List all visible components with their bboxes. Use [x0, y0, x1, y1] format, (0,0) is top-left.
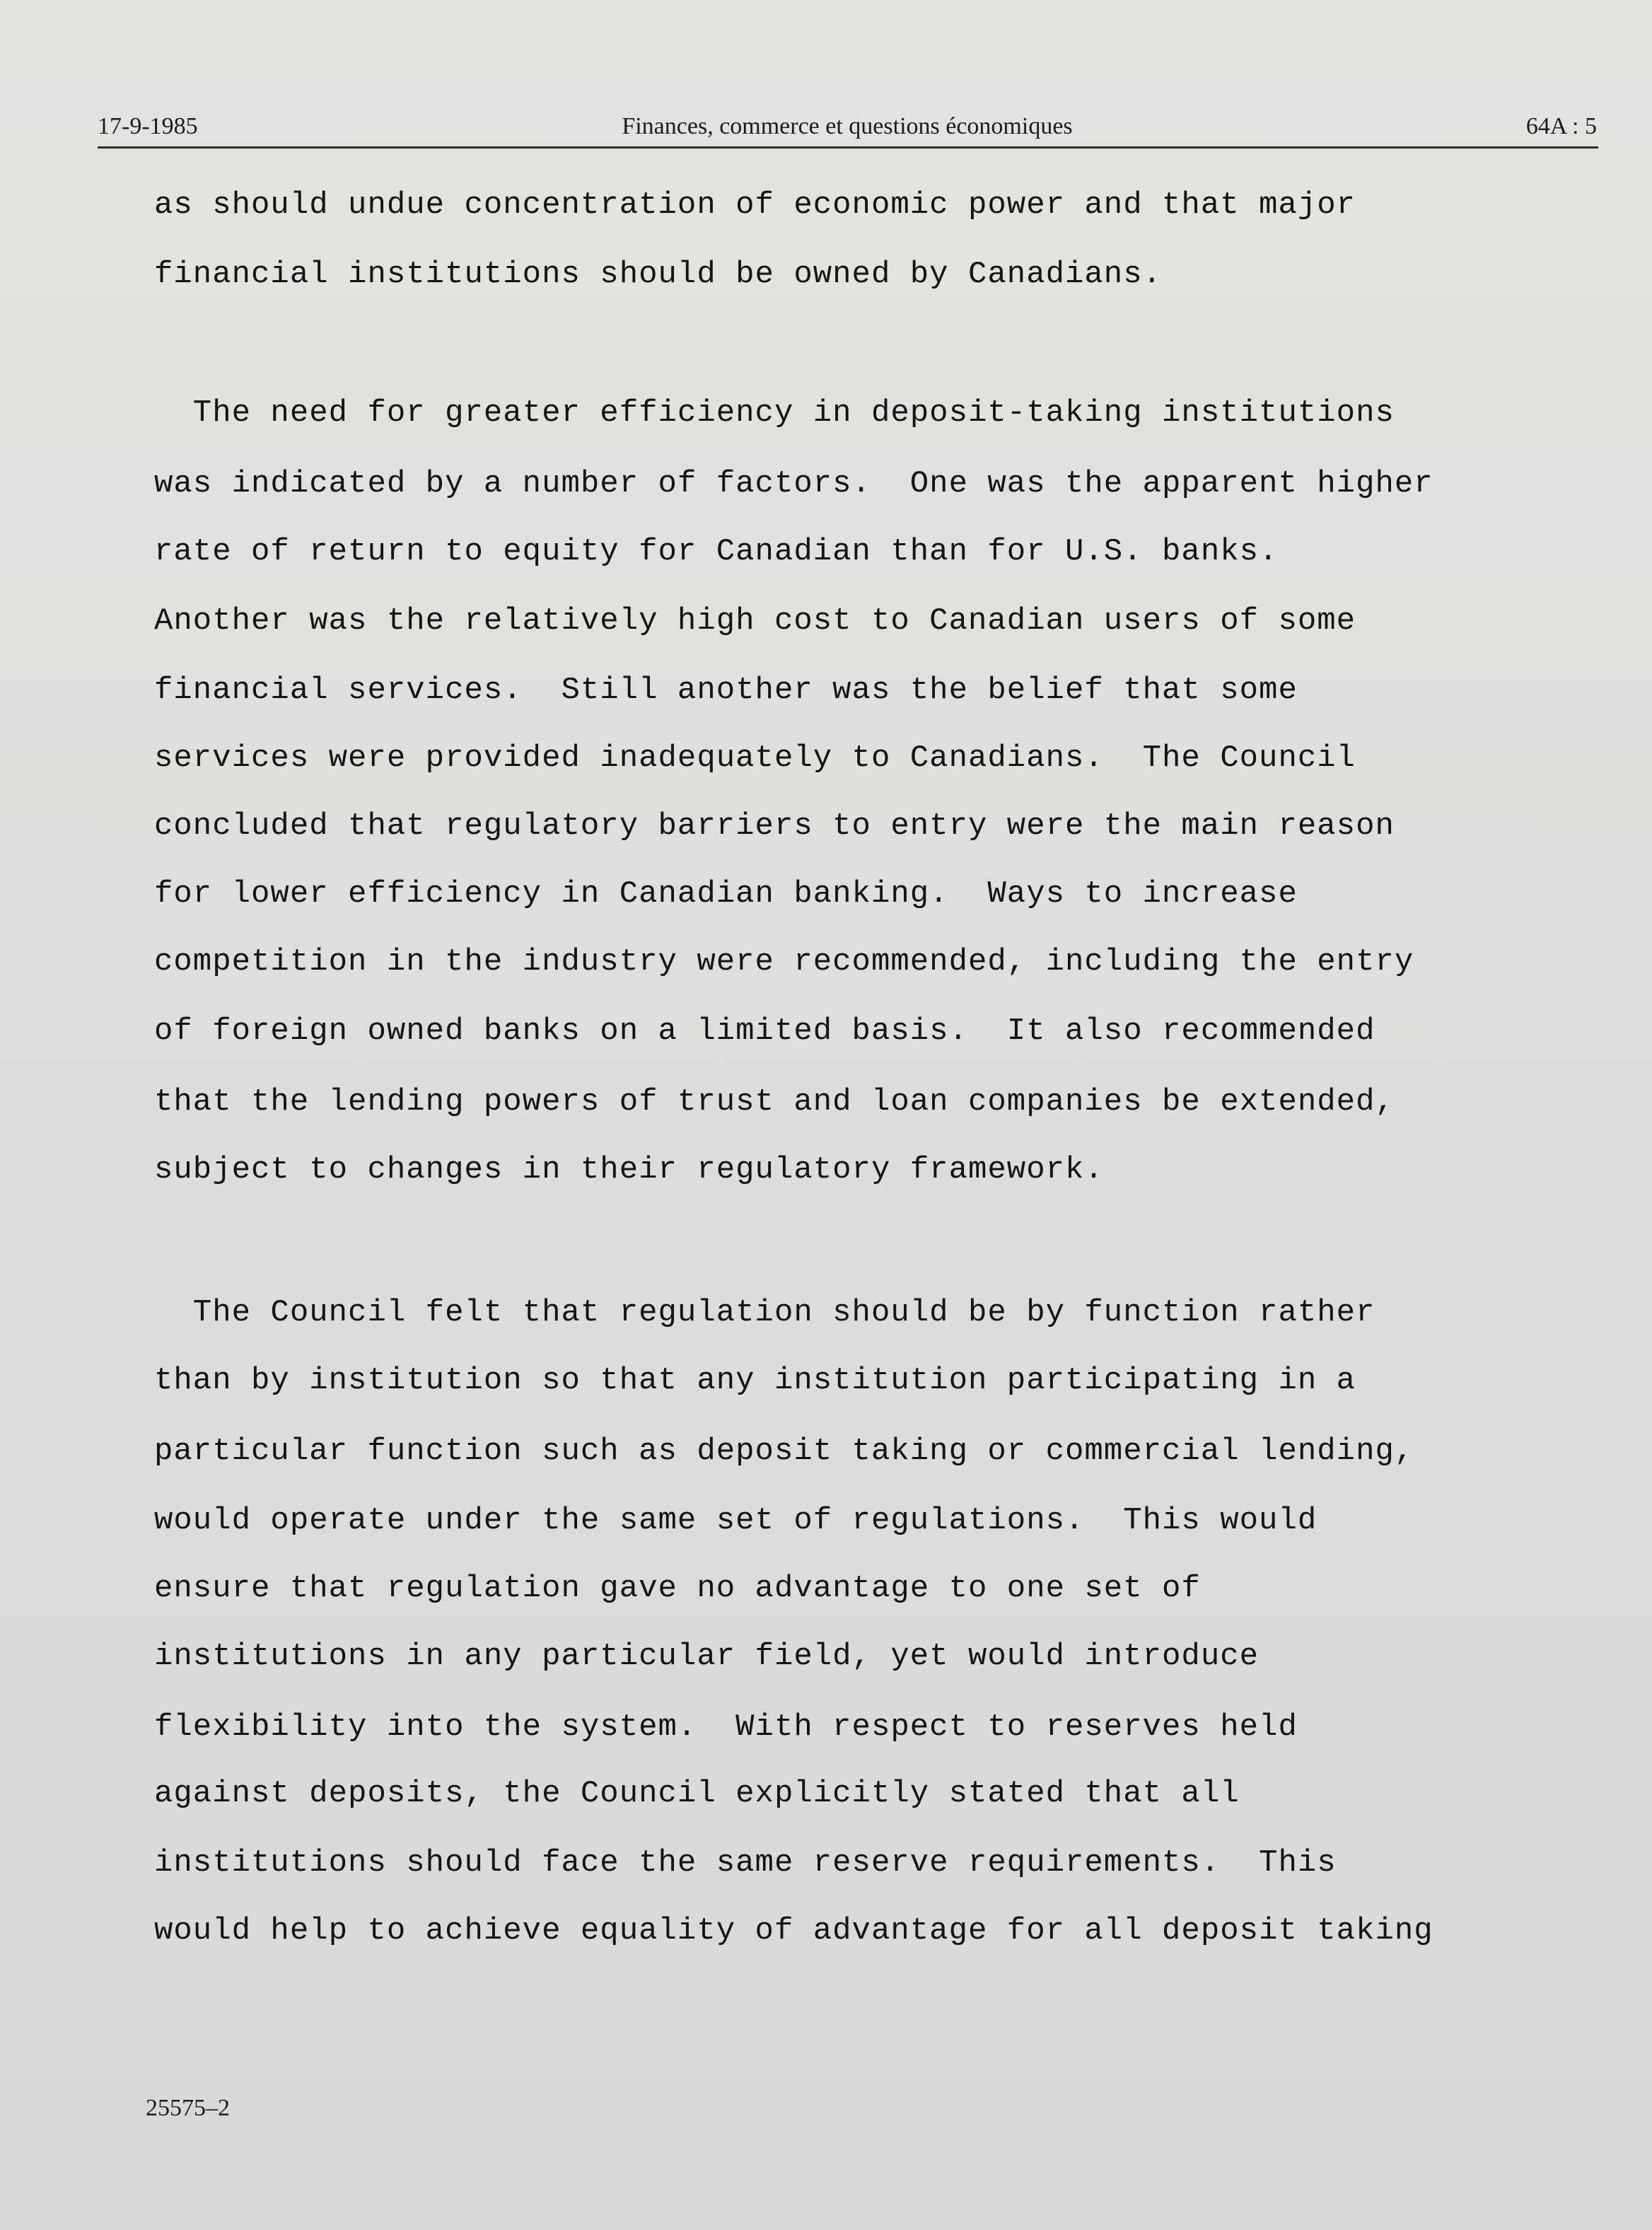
body-line: would operate under the same set of regulations. This would	[154, 1503, 1317, 1538]
body-line: institutions in any particular field, yet would introduce	[154, 1639, 1260, 1674]
body-line: flexibility into the system. With respect to reserves held	[154, 1709, 1298, 1745]
header-date: 17-9-1985	[98, 113, 198, 139]
body-line: that the lending powers of trust and loan companies be extended,	[154, 1084, 1395, 1120]
body-line: financial services. Still another was the belief that some	[154, 673, 1298, 708]
body-line: as should undue concentration of economic power and that major	[154, 187, 1356, 223]
page-header	[98, 106, 1597, 149]
body-line: particular function such as deposit taking or commercial lending,	[154, 1434, 1414, 1469]
header-page-number: 64A : 5	[1525, 113, 1597, 139]
body-line: institutions should face the same reserve requirements. This	[154, 1845, 1337, 1881]
footer-code: 25575–2	[146, 2095, 230, 2121]
body-line: The need for greater efficiency in deposit-taking institutions	[154, 395, 1395, 431]
body-line: rate of return to equity for Canadian than for U.S. banks.	[154, 534, 1279, 569]
body-line: would help to achieve equality of advantage for all deposit taking	[154, 1913, 1433, 1949]
header-title: Finances, commerce et questions économiques	[622, 113, 1073, 139]
body-line: than by institution so that any institution participating in a	[154, 1363, 1356, 1398]
body-line: services were provided inadequately to Canadians. The Council	[154, 741, 1356, 776]
body-line: subject to changes in their regulatory framework.	[154, 1152, 1104, 1187]
header-rule	[98, 146, 1598, 149]
body-line: against deposits, the Council explicitly stated that all	[154, 1776, 1240, 1811]
body-line: ensure that regulation gave no advantage to one set of	[154, 1571, 1201, 1606]
body-line: competition in the industry were recommended, including the entry	[154, 944, 1414, 980]
body-line: Another was the relatively high cost to Canadian users of some	[154, 603, 1356, 639]
body-line: of foreign owned banks on a limited basis. It also recommended	[154, 1014, 1375, 1049]
body-line: was indicated by a number of factors. One was the apparent higher	[154, 466, 1433, 501]
body-line: financial institutions should be owned by Canadians.	[154, 257, 1163, 292]
body-line: concluded that regulatory barriers to entry were the main reason	[154, 808, 1395, 844]
body-line: The Council felt that regulation should be by function rather	[154, 1295, 1375, 1330]
body-line: for lower efficiency in Canadian banking. Ways to increase	[154, 876, 1298, 912]
